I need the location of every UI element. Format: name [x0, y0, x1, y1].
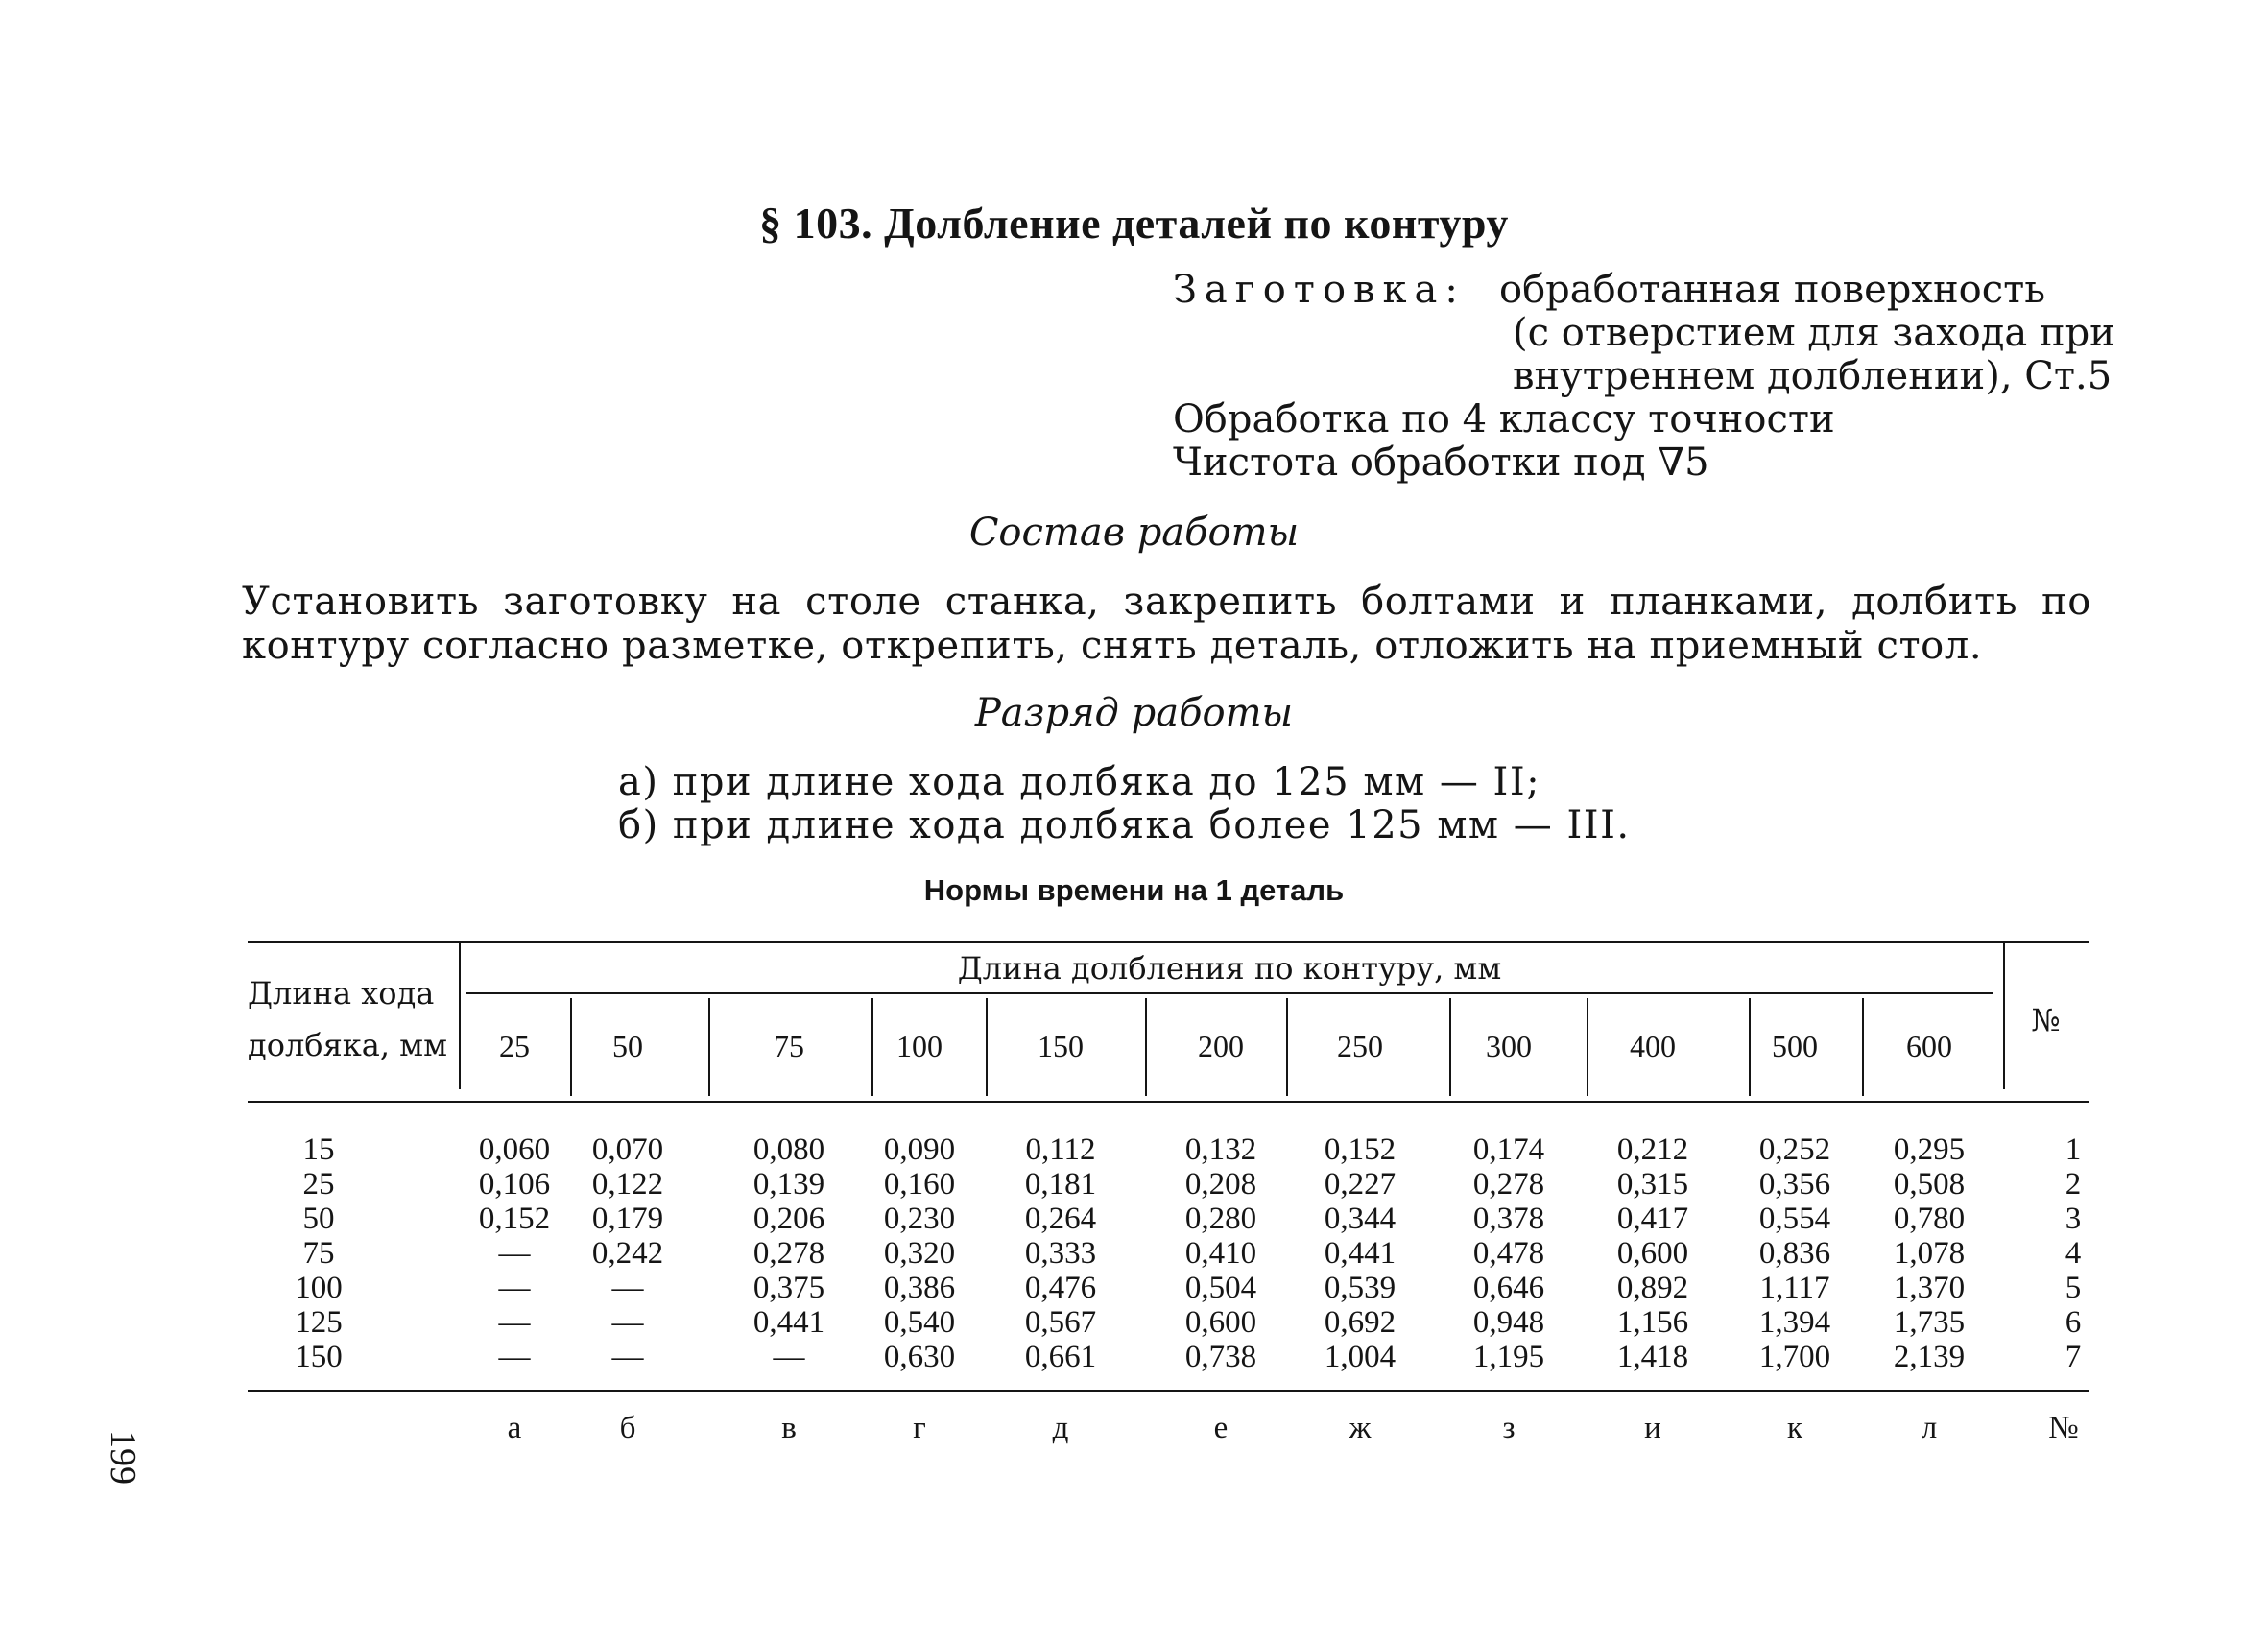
norm-value-cell: 0,692 — [1324, 1305, 1397, 1340]
row-number-cell: 7 — [2065, 1340, 2082, 1374]
number-column-header: № — [2031, 1002, 2061, 1038]
row-number-cell: 5 — [2065, 1271, 2082, 1305]
norm-value-cell: 0,630 — [883, 1340, 956, 1374]
norm-value-cell: 0,661 — [1024, 1340, 1097, 1374]
norm-value-cell: 0,106 — [478, 1167, 551, 1202]
norm-value-cell: 0,948 — [1472, 1305, 1545, 1340]
norm-value-cell: 0,478 — [1472, 1236, 1545, 1271]
norm-value-cell: 0,252 — [1758, 1132, 1831, 1167]
table-title: Нормы времени на 1 деталь — [923, 873, 1345, 907]
column-letter: з — [1502, 1411, 1516, 1445]
row-number-cell: 1 — [2065, 1132, 2082, 1167]
row-number-cell: 3 — [2065, 1202, 2082, 1236]
workpiece-line-2: (с отверстием для захода при — [1513, 311, 2115, 355]
norm-value-cell: 0,242 — [591, 1236, 664, 1271]
norm-value-cell: 2,139 — [1893, 1340, 1966, 1374]
page-number: 199 — [103, 1430, 143, 1485]
norm-value-cell: 0,417 — [1616, 1202, 1689, 1236]
norm-value-cell: 0,160 — [883, 1167, 956, 1202]
norm-value-cell: 1,078 — [1893, 1236, 1966, 1271]
column-divider — [1145, 998, 1147, 1096]
column-header: 50 — [612, 1029, 643, 1063]
norm-value-cell: 0,600 — [1616, 1236, 1689, 1271]
norm-value-cell: 0,278 — [752, 1236, 825, 1271]
table-top-rule — [248, 941, 2089, 943]
accuracy-class: Обработка по 4 классу точности — [1173, 397, 1835, 441]
norm-value-cell: 0,508 — [1893, 1167, 1966, 1202]
norm-value-cell: 0,567 — [1024, 1305, 1097, 1340]
norm-value-cell: 0,441 — [752, 1305, 825, 1340]
norm-value-cell: 0,152 — [1324, 1132, 1397, 1167]
norm-value-cell: 0,780 — [1893, 1202, 1966, 1236]
norm-value-cell: 1,370 — [1893, 1271, 1966, 1305]
norm-value-cell: 0,356 — [1758, 1167, 1831, 1202]
column-letter: и — [1644, 1411, 1661, 1445]
column-header: 600 — [1906, 1029, 1952, 1063]
work-composition-heading: Состав работы — [968, 511, 1300, 555]
norm-value-cell: 0,375 — [752, 1271, 825, 1305]
norm-value-cell: 0,132 — [1184, 1132, 1257, 1167]
norm-value-cell: 0,386 — [883, 1271, 956, 1305]
norm-value-cell: 0,152 — [478, 1202, 551, 1236]
norm-value-cell: 1,418 — [1616, 1340, 1689, 1374]
column-letter: ж — [1349, 1411, 1372, 1445]
norm-value-cell: 0,539 — [1324, 1271, 1397, 1305]
row-number-cell: 4 — [2065, 1236, 2082, 1271]
norm-value-cell: 0,540 — [883, 1305, 956, 1340]
norm-value-cell: 0,208 — [1184, 1167, 1257, 1202]
surface-finish: Чистота обработки под ∇5 — [1173, 441, 1709, 485]
column-letter: б — [619, 1411, 636, 1445]
norm-value-cell: 1,117 — [1759, 1271, 1830, 1305]
stroke-length-cell: 50 — [302, 1202, 335, 1236]
column-letter: е — [1213, 1411, 1229, 1445]
norm-value-cell: 0,227 — [1324, 1167, 1397, 1202]
norm-value-cell: 0,280 — [1184, 1202, 1257, 1236]
norm-value-cell: 0,090 — [883, 1132, 956, 1167]
norm-value-cell: 0,174 — [1472, 1132, 1545, 1167]
norm-value-cell: — — [498, 1271, 531, 1305]
norm-value-cell: 0,320 — [883, 1236, 956, 1271]
norm-value-cell: 0,139 — [752, 1167, 825, 1202]
norm-value-cell: 0,122 — [591, 1167, 664, 1202]
stroke-length-cell: 25 — [302, 1167, 335, 1202]
column-letter: а — [507, 1411, 522, 1445]
workpiece-line-3: внутреннем долблении), Ст.5 — [1513, 354, 2113, 398]
norm-value-cell: 0,836 — [1758, 1236, 1831, 1271]
norm-value-cell: 0,476 — [1024, 1271, 1097, 1305]
stub-divider — [459, 943, 461, 1089]
stub-header-line-1: Длина хода — [248, 975, 435, 1012]
footer-number-label: № — [2048, 1411, 2079, 1445]
norm-value-cell: 0,278 — [1472, 1167, 1545, 1202]
norm-value-cell: 0,230 — [883, 1202, 956, 1236]
norm-value-cell: — — [611, 1271, 644, 1305]
stub-header-line-2: долбяка, мм — [248, 1027, 447, 1063]
column-letter: к — [1786, 1411, 1803, 1445]
column-header: 75 — [774, 1029, 804, 1063]
stroke-length-cell: 150 — [295, 1340, 343, 1374]
workpiece-label: Заготовка: — [1173, 268, 1466, 312]
norm-value-cell: 0,441 — [1324, 1236, 1397, 1271]
norm-value-cell: — — [498, 1305, 531, 1340]
column-letter: в — [781, 1411, 797, 1445]
norm-value-cell: 0,315 — [1616, 1167, 1689, 1202]
table-bottom-rule — [248, 1390, 2089, 1392]
norm-value-cell: — — [498, 1340, 531, 1374]
norm-value-cell: 0,212 — [1616, 1132, 1689, 1167]
column-letter: л — [1921, 1411, 1938, 1445]
column-header: 100 — [896, 1029, 943, 1063]
work-grade-a: а) при длине хода долбяка до 125 мм — II; — [618, 760, 1541, 804]
norm-value-cell: 0,070 — [591, 1132, 664, 1167]
work-grade-b: б) при длине хода долбяка более 125 мм — III. — [618, 803, 1631, 847]
norm-value-cell: 0,600 — [1184, 1305, 1257, 1340]
norm-value-cell: 0,410 — [1184, 1236, 1257, 1271]
column-header: 500 — [1772, 1029, 1818, 1063]
norm-value-cell: — — [498, 1236, 531, 1271]
norm-value-cell: 1,156 — [1616, 1305, 1689, 1340]
column-header: 150 — [1038, 1029, 1084, 1063]
norm-value-cell: 0,295 — [1893, 1132, 1966, 1167]
norm-value-cell: 1,195 — [1472, 1340, 1545, 1374]
work-grade-heading: Разряд работы — [974, 691, 1294, 735]
norm-value-cell: 1,004 — [1324, 1340, 1397, 1374]
norm-value-cell: 0,206 — [752, 1202, 825, 1236]
norm-value-cell: 0,504 — [1184, 1271, 1257, 1305]
norm-value-cell: 0,738 — [1184, 1340, 1257, 1374]
norm-value-cell: 1,735 — [1893, 1305, 1966, 1340]
norm-value-cell: — — [773, 1340, 805, 1374]
row-number-cell: 6 — [2065, 1305, 2082, 1340]
work-composition-text: Установить заготовку на столе станка, закрепить болтами и планками, долбить по контуру согласно разметке, открепить, снять деталь, отложить на приемный стол. — [242, 580, 2091, 668]
norm-value-cell: 0,554 — [1758, 1202, 1831, 1236]
norm-value-cell: 0,646 — [1472, 1271, 1545, 1305]
column-header: 200 — [1198, 1029, 1244, 1063]
norm-value-cell: 1,700 — [1758, 1340, 1831, 1374]
header-bottom-rule — [248, 1101, 2089, 1103]
norm-value-cell: 0,378 — [1472, 1202, 1545, 1236]
column-header: 250 — [1337, 1029, 1383, 1063]
column-letter: г — [913, 1411, 926, 1445]
workpiece-line-1: обработанная поверхность — [1499, 268, 2046, 312]
column-letter: д — [1052, 1411, 1069, 1445]
column-header: 400 — [1630, 1029, 1676, 1063]
stroke-length-cell: 15 — [302, 1132, 335, 1167]
norm-value-cell: 0,080 — [752, 1132, 825, 1167]
norm-value-cell: 0,112 — [1025, 1132, 1096, 1167]
stroke-length-cell: 125 — [295, 1305, 343, 1340]
section-title: § 103. Долбление деталей по контуру — [759, 199, 1509, 248]
workpiece-description — [1173, 269, 2115, 485]
norm-value-cell: 0,344 — [1324, 1202, 1397, 1236]
column-divider — [708, 998, 710, 1096]
norm-value-cell: — — [611, 1340, 644, 1374]
stroke-length-cell: 75 — [302, 1236, 335, 1271]
norm-value-cell: 0,181 — [1024, 1167, 1097, 1202]
row-number-cell: 2 — [2065, 1167, 2082, 1202]
stroke-length-cell: 100 — [295, 1271, 343, 1305]
group-header: Длина долбления по контуру, мм — [957, 950, 1502, 987]
norm-value-cell: — — [611, 1305, 644, 1340]
norm-value-cell: 0,179 — [591, 1202, 664, 1236]
norm-value-cell: 1,394 — [1758, 1305, 1831, 1340]
norm-value-cell: 0,333 — [1024, 1236, 1097, 1271]
norm-value-cell: 0,060 — [478, 1132, 551, 1167]
norm-value-cell: 0,264 — [1024, 1202, 1097, 1236]
group-header-rule — [466, 992, 1993, 994]
norm-value-cell: 0,892 — [1616, 1271, 1689, 1305]
column-header: 25 — [499, 1029, 530, 1063]
column-header: 300 — [1486, 1029, 1532, 1063]
